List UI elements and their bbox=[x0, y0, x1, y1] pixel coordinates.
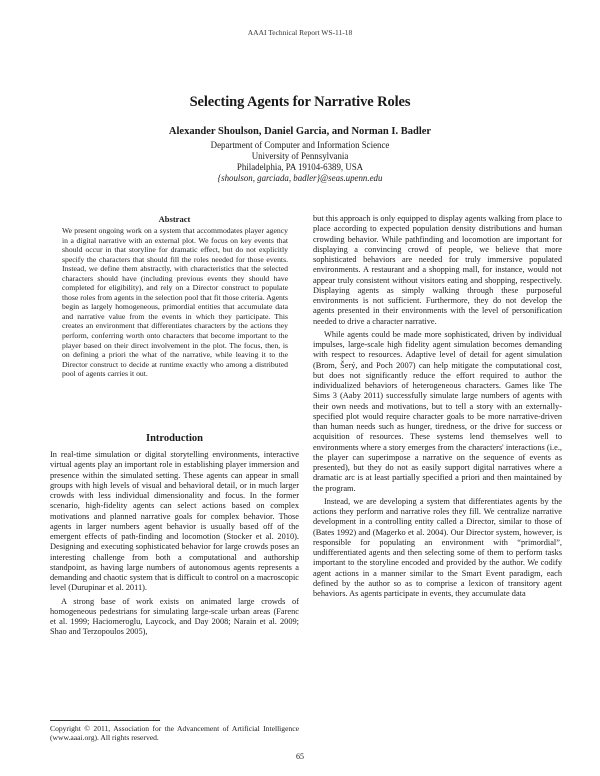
paper-title: Selecting Agents for Narrative Roles bbox=[189, 94, 411, 110]
abstract-paragraph: We present ongoing work on a system that accommodates player agency in a digital narrative with an external plot. We focus on key events that should occur in that storyline for dramatic effect, but do not explicitly specify the characters that should fill the roles needed for those events. Instead, we define them abstractly, with characteristics that the selected characters should have (including previous events they should have completed for eligibility), and rely on a Director construct to populate those roles from agents in the selection pool that fit those criteria. Agents begin as largely homogeneous, primordial entities that accumulate data and narrative value from the events in which they participate. This creates an environment that differentiates characters by the actions they perform, conferring worth onto characters that become important to the player based on their direct involvement in the plot. The focus, then, is on defining a priori the what of the narrative, while leaving it to the Director construct to decide at runtime exactly who among a distributed pool of agents carries it out. bbox=[62, 226, 288, 379]
body-paragraph: but this approach is only equipped to display agents walking from place to place according to expected population density distributions and human crowding behavior. While pathfinding and locomotion are important for displaying a convincing crowd of people, we believe that more sophisticated behaviors are needed for truly immersive populated environments. A restaurant and a shopping mall, for instance, would not appear truly consistent without visitors eating and shopping, respectively. Displaying agents as simply walking through these purposeful environments is not sufficient. Furthermore, they do not develop the agents presented in their environments with the level of personification needed to drive a character narrative. bbox=[313, 214, 562, 326]
page-number: 65 bbox=[296, 752, 304, 761]
report-header: AAAI Technical Report WS-11-18 bbox=[247, 28, 353, 37]
author-list: Alexander Shoulson, Daniel Garcia, and Norman I. Badler bbox=[168, 126, 432, 137]
abstract-heading: Abstract bbox=[158, 214, 191, 224]
affiliation-university: University of Pennsylvania bbox=[251, 151, 349, 161]
intro-paragraph: A strong base of work exists on animated large crowds of homogeneous pedestrians for simulating large-scale urban areas (Farenc et al. 1999; Haciomeroglu, Laycock, and Day 2008; Narain et al. 2009; Shao and Terzopoulos 2005), bbox=[50, 596, 299, 637]
intro-paragraph: In real-time simulation or digital storytelling environments, interactive virtual agents play an important role in establishing player immersion and presence within the simulated setting. These agents can appear in small groups with high levels of visual and behavioral detail, or in much larger crowds with less individual dimensionality and focus. In the former scenario, high-fidelity agents can select actions based on complex motivations and planned narrative goals for complex behavior. Those agents in larger numbers agent behavior is usually based off of the emergent effects of path-finding and locomotion (Stocker et al. 2010). Designing and executing sophisticated behavior for large crowds poses an interesting challenge from both a computational and authorship standpoint, as having large numbers of autonomous agents represents a demanding and chaotic system that is difficult to control on a macroscopic level (Durupinar et al. 2011). bbox=[50, 450, 299, 593]
right-column bbox=[313, 214, 562, 599]
author-emails: {shoulson, garciada, badler}@seas.upenn.edu bbox=[217, 173, 383, 183]
introduction-body bbox=[50, 450, 299, 638]
affiliation-address: Philadelphia, PA 19104-6389, USA bbox=[236, 162, 364, 172]
abstract-body bbox=[62, 226, 288, 379]
body-paragraph: Instead, we are developing a system that differentiates agents by the actions they perform and narrative roles they fill. We centralize narrative development in a controlling entity called a Director, similar to those of (Bates 1992) and (Magerko et al. 2004). Our Director system, however, is responsible for populating an environment with “primordial”, undifferentiated agents and then selecting some of them to perform tasks important to the storyline encoded and provided by the author. We codify agent actions in a manner similar to the Smart Event paradigm, each defined by the author so as to comprise a lexicon of transitory agent behaviors. As agents participate in events, they accumulate data bbox=[313, 496, 562, 598]
footnote-rule bbox=[50, 720, 160, 721]
introduction-heading: Introduction bbox=[146, 433, 203, 444]
copyright-footnote: Copyright © 2011, Association for the Advancement of Artificial Intelligence (www.aaai.org). All rights reserved. bbox=[50, 724, 299, 743]
body-paragraph: While agents could be made more sophisticated, driven by individual impulses, large-scale high fidelity agent simulation becomes demanding with respect to resources. Adaptive level of detail for agent simulation (Brom, Šerý, and Poch 2007) can help mitigate the computational cost, but does not significantly reduce the effort required to author the individualized behaviors of heterogeneous characters. Games like The Sims 3 (Aaby 2011) successfully simulate large numbers of agents with their own needs and motivations, but to tell a story with an externally-specified plot would require character goals to be more narrative-driven than human needs such as hunger, tiredness, or the drive for success or acquisition of resources. These systems lend themselves well to environments where a story emerges from the characters' interactions (i.e., the player can superimpose a narrative on the sequence of events as presented), but they do not as easily support digital narratives where a dramatic arc is at least partially specified a priori and then maintained by the program. bbox=[313, 329, 562, 493]
affiliation-department: Department of Computer and Information Science bbox=[210, 140, 390, 150]
